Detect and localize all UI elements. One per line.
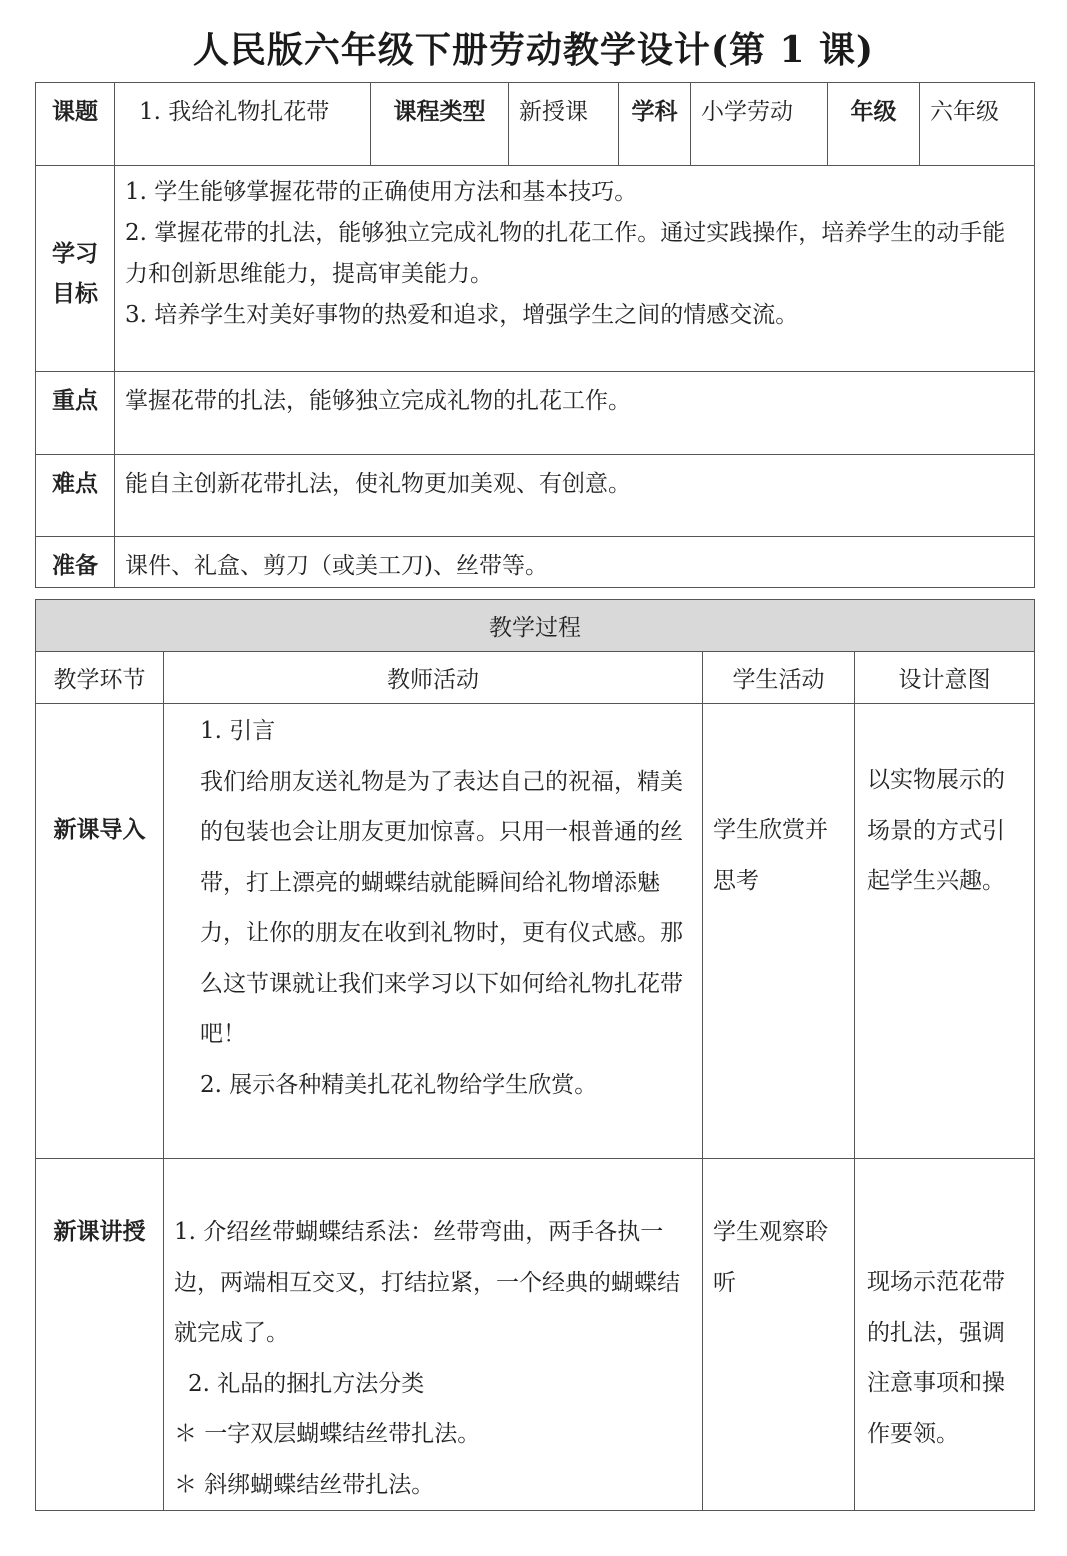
teacher-activity-line: 1. 引言: [200, 718, 276, 744]
type-value: 新授课: [509, 83, 619, 166]
grade-label: 年级: [828, 83, 920, 166]
goal-item: 2. 掌握花带的扎法，能够独立完成礼物的扎花工作。通过实践操作，培养学生的动手能力和创新思维能力，提高审美能力。: [125, 220, 1006, 287]
info-row-prep: [36, 537, 1035, 588]
grade-value: 六年级: [920, 83, 1035, 166]
design-intent-intro: 以实物展示的场景的方式引起学生兴趣。: [855, 704, 1035, 1159]
info-row-difficulty: [36, 455, 1035, 537]
goal-item: 3. 培养学生对美好事物的热爱和追求，增强学生之间的情感交流。: [125, 302, 799, 328]
goal-item: 1. 学生能够掌握花带的正确使用方法和基本技巧。: [125, 179, 638, 205]
info-row-goals: [36, 166, 1035, 372]
difficulty-value: 能自主创新花带扎法，使礼物更加美观、有创意。: [115, 455, 1035, 537]
goals-label-line-2: 目标: [52, 280, 98, 307]
teacher-activity-line: 2. 展示各种精美扎花礼物给学生欣赏。: [200, 1071, 598, 1098]
topic-label: 课题: [36, 83, 115, 166]
student-activity-teaching: 学生观察聆听: [703, 1159, 855, 1511]
key-label: 重点: [36, 372, 115, 455]
column-header-teacher: 教师活动: [164, 652, 703, 704]
teacher-activity-line: 1. 介绍丝带蝴蝶结系法：丝带弯曲，两手各执一边，两端相互交叉，打结拉紧，一个经典的蝴蝶结就完成了。: [174, 1219, 680, 1346]
teacher-activity-line: 2. 礼品的捆扎方法分类: [188, 1370, 425, 1397]
stage-teaching: 新课讲授: [36, 1159, 164, 1511]
design-intent-teaching: 现场示范花带的扎法，强调注意事项和操作要领。: [855, 1159, 1035, 1511]
teaching-process-table: [35, 599, 1035, 1511]
prep-value: 课件、礼盒、剪刀（或美工刀)、丝带等。: [115, 537, 1035, 588]
process-row-intro: [36, 704, 1035, 1159]
subject-value: 小学劳动: [691, 83, 828, 166]
teacher-activity-line: 我们给朋友送礼物是为了表达自己的祝福，精美的包装也会让朋友更加惊喜。只用一根普通的丝带，打上漂亮的蝴蝶结就能瞬间给礼物增添魅力，让你的朋友在收到礼物时，更有仪式感。那么这节课就让我们来学习以下如何给礼物扎花带吧！: [200, 768, 683, 1047]
teacher-activity-line: ＊ 斜绑蝴蝶结丝带扎法。: [174, 1471, 435, 1498]
goals-value: [115, 166, 1035, 372]
teacher-activity-line: ＊ 一字双层蝴蝶结丝带扎法。: [174, 1421, 481, 1447]
goals-label-line-1: 学习: [52, 240, 98, 267]
student-activity-intro: 学生欣赏并思考: [703, 704, 855, 1159]
process-header: 教学过程: [36, 600, 1035, 652]
difficulty-label: 难点: [36, 455, 115, 537]
info-row-key: [36, 372, 1035, 455]
info-row-topic: [36, 83, 1035, 166]
teacher-activity-teaching: [164, 1159, 703, 1511]
goals-label: [36, 166, 115, 372]
stage-intro: 新课导入: [36, 704, 164, 1159]
teacher-activity-intro: [164, 704, 703, 1159]
subject-label: 学科: [619, 83, 691, 166]
process-row-teaching: [36, 1159, 1035, 1511]
column-header-stage: 教学环节: [36, 652, 164, 704]
lesson-info-table: [35, 82, 1035, 588]
column-header-intent: 设计意图: [855, 652, 1035, 704]
type-label: 课程类型: [371, 83, 509, 166]
topic-value: 1. 我给礼物扎花带: [115, 83, 371, 166]
document-title: 人民版六年级下册劳动教学设计(第 1 课): [192, 29, 875, 71]
column-header-student: 学生活动: [703, 652, 855, 704]
key-value: 掌握花带的扎法，能够独立完成礼物的扎花工作。: [115, 372, 1035, 455]
prep-label: 准备: [36, 537, 115, 588]
process-column-headers: [36, 652, 1035, 704]
